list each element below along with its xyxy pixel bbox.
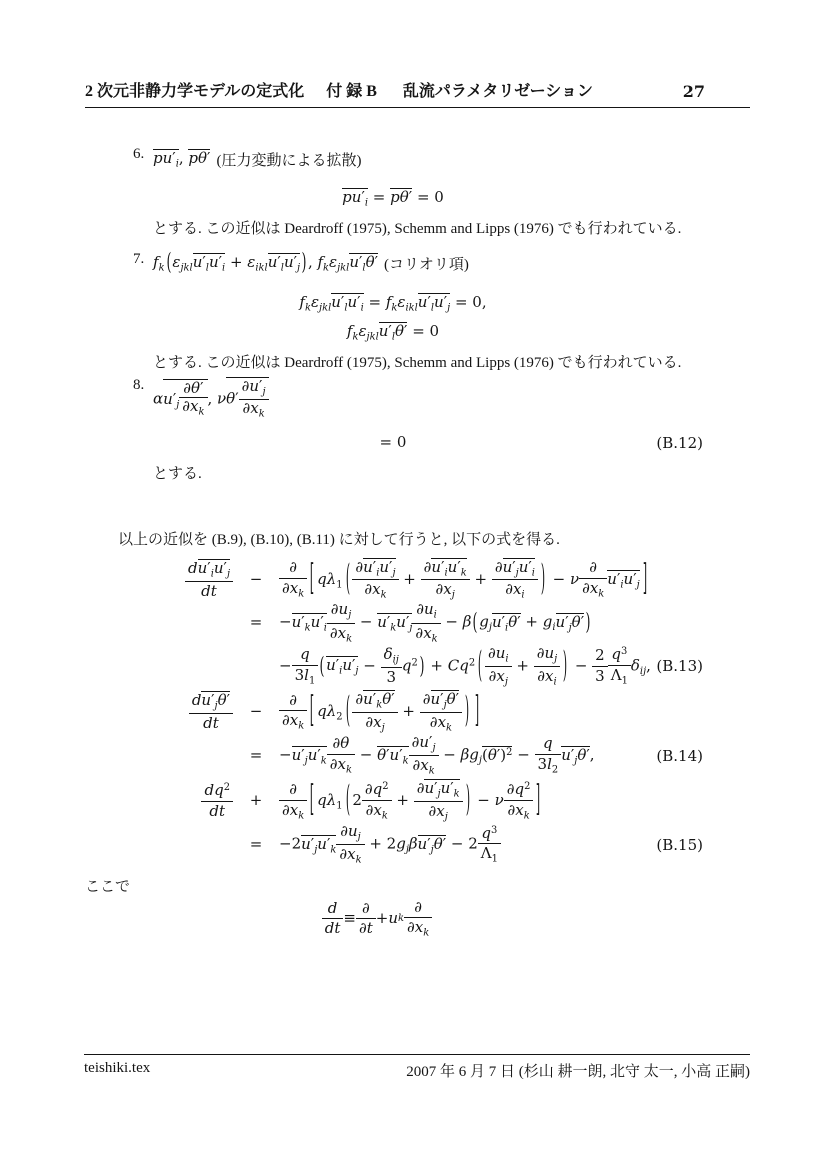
eq-coriolis-1: $f_k\varepsilon_{jkl}u'_lu'_i = f_k\varepsilon_{ikl}u'_lu'_j = 0$, — [299, 292, 487, 314]
equation-row — [85, 779, 750, 823]
page-footer — [84, 1054, 750, 1081]
eq-lhs: $\frac{du'_iu'_j}{dt}$ — [85, 559, 233, 601]
equation-row — [85, 690, 750, 734]
equation-number-b15: (B.15) — [656, 835, 703, 854]
list-item-8 — [85, 377, 750, 485]
eq-rhs: − $\frac{q}{3l_1}$ ($u'_iu'_j$ − $\delta_{ij}$ 3 $q^2) + Cq^2$ ( $\frac{\partial u_i}{\partial x_j}$ + $\frac{\partial u_j}{\partial x_i}$ ) − $\frac{2}{3}$ $\frac{q^3}{\Lambda_1}$ $\delta_{ij}$, — [279, 643, 651, 688]
eq-b12: = 0 — [379, 432, 407, 451]
eq-rhs: ∂ $\partial x_k$ [ $q\lambda_2$ ( $\frac{\partial u'_k\theta'}{\partial x_j}$ + $\frac{\partial u'_j\theta'}{\partial x_k}$ ) ] — [279, 690, 750, 734]
item-body — [153, 377, 750, 485]
equation-row — [153, 434, 750, 452]
equation-block — [85, 558, 750, 867]
item-label-math: $pu'_i$, pθ′ — [153, 148, 211, 170]
item-number: 6. — [133, 146, 145, 162]
eq-operator: − — [249, 702, 263, 721]
item-body — [153, 146, 750, 241]
item-note: とする. この近似は Deardroff (1975), Schemm and Lipps (1976) でも行われている. — [153, 220, 682, 237]
eq-pressure-diffusion: $pu'_i = p\theta' = 0$ — [342, 188, 444, 209]
footer-filename: teishiki.tex — [84, 1060, 151, 1076]
equation-row — [153, 322, 750, 343]
eq-operator: = — [249, 835, 263, 854]
item-number: 8. — [133, 377, 145, 394]
equation-row — [153, 293, 750, 314]
header-appendix-title: 付 録 B — [326, 83, 377, 100]
eq-operator: − — [249, 569, 263, 588]
item-label-text: (コリオリ項) — [384, 257, 469, 274]
closing-text: ここで — [85, 878, 131, 895]
eq-operator: = — [249, 613, 263, 632]
equation-row — [85, 823, 750, 866]
equation-b14 — [85, 690, 750, 777]
item-number: 7. — [133, 250, 145, 267]
item-body — [153, 248, 750, 375]
list-item-6 — [85, 146, 750, 241]
list-item-7 — [85, 248, 750, 375]
equation-number-b14: (B.14) — [656, 746, 703, 765]
eq-rhs: ∂ $\partial x_k$ [ $q\lambda_1$ ( $\frac{\partial u'_iu'_j}{\partial x_k}$ + $\frac{\partial u'_iu'_k}{\partial x_j}$ + $\frac{\partial u'_ju'_i}{\partial x_i}$ ) − ν ∂ $\partial x_k$ $u'_iu'_j$ ] — [279, 558, 750, 602]
equation-b15 — [85, 779, 750, 866]
equation-row — [85, 734, 750, 777]
equation-row — [85, 645, 750, 688]
eq-rhs: $-u'_ku'_i$ $\frac{\partial u_j}{\partial x_k}$ − $u'_ku'_j$ $\frac{\partial u_i}{\partial x_k}$ − $\beta(g_ju'_i\theta' + g_iu'_j\theta')$ — [279, 600, 591, 645]
footer-date-authors: 2007 年 6 月 7 日 (杉山 耕一朗, 北守 太一, 小高 正嗣) — [406, 1064, 750, 1080]
item-label — [153, 248, 750, 277]
item-note: とする. この近似は Deardroff (1975), Schemm and Lipps (1976) でも行われている. — [153, 355, 682, 372]
eq-rhs: ∂ $\partial x_k$ [ $q\lambda_1$ ( 2 $\frac{\partial q^2}{\partial x_k}$ + $\frac{\partial u'_ju'_k}{\partial x_j}$ ) − ν $\frac{\partial q^2}{\partial x_k}$ ] — [279, 779, 750, 823]
header-chapter-title: 乱流パラメタリゼーション — [402, 83, 593, 100]
item-label — [153, 377, 750, 420]
equation-b13 — [85, 558, 750, 689]
item-label-math: $f_k(\varepsilon_{jkl}u'_lu'_i + \varepsilon_{ikl}u'_lu'_j)$, $f_k\varepsilon_{jkl}u'_l\theta'$ — [153, 248, 378, 276]
equation-number-b13: (B.13) — [656, 657, 703, 676]
eq-operator: = — [249, 745, 263, 764]
header-page-number: 27 — [682, 82, 705, 101]
eq-material-derivative: d dt ≡ ∂ ∂t + u k ∂ $\partial x_k$ — [104, 899, 650, 940]
eq-coriolis-2: $f_k\varepsilon_{jkl}u'_l\theta' = 0$ — [346, 321, 440, 343]
equation-number-b12: (B.12) — [656, 433, 703, 452]
header-section-title: 2 次元非静力学モデルの定式化 — [85, 83, 305, 100]
item-label-text: (圧力変動による拡散) — [216, 152, 362, 169]
eq-operator: + — [249, 791, 263, 810]
item-label-math: $\alpha u'_j$ $\frac{\partial\theta'}{\partial x_k}$ , νθ′ $\frac{\partial u'_j}{\partial x_k}$ — [153, 377, 269, 420]
intro-paragraph: 以上の近似を (B.9), (B.10), (B.11) に対して行うと, 以下の式を得る. — [118, 531, 560, 548]
eq-lhs: $\frac{du'_j\theta'}{dt}$ — [85, 691, 233, 733]
eq-rhs: $-2u'_ju'_k$ $\frac{\partial u_j}{\partial x_k}$ + $2g_j\beta u'_j\theta' - 2$ $\frac{q^3}{\Lambda_1}$ — [279, 823, 750, 866]
equation-row — [85, 558, 750, 602]
eq-lhs: $\frac{dq^2}{dt}$ — [85, 782, 233, 820]
eq-rhs: $-u'_ju'_k$ $\frac{\partial\theta}{\partial x_k}$ − $\theta'u'_k$ $\frac{\partial u'_j}{\partial x_k}$ − $\beta g_j(\theta')^2$ − $\frac{q}{3l_2}$ $u'_j\theta'$, — [279, 733, 595, 777]
item-label — [153, 146, 750, 172]
equation-row — [153, 188, 750, 209]
page-header — [85, 82, 750, 108]
item-note: とする. — [153, 465, 202, 482]
equation-row — [85, 601, 750, 644]
